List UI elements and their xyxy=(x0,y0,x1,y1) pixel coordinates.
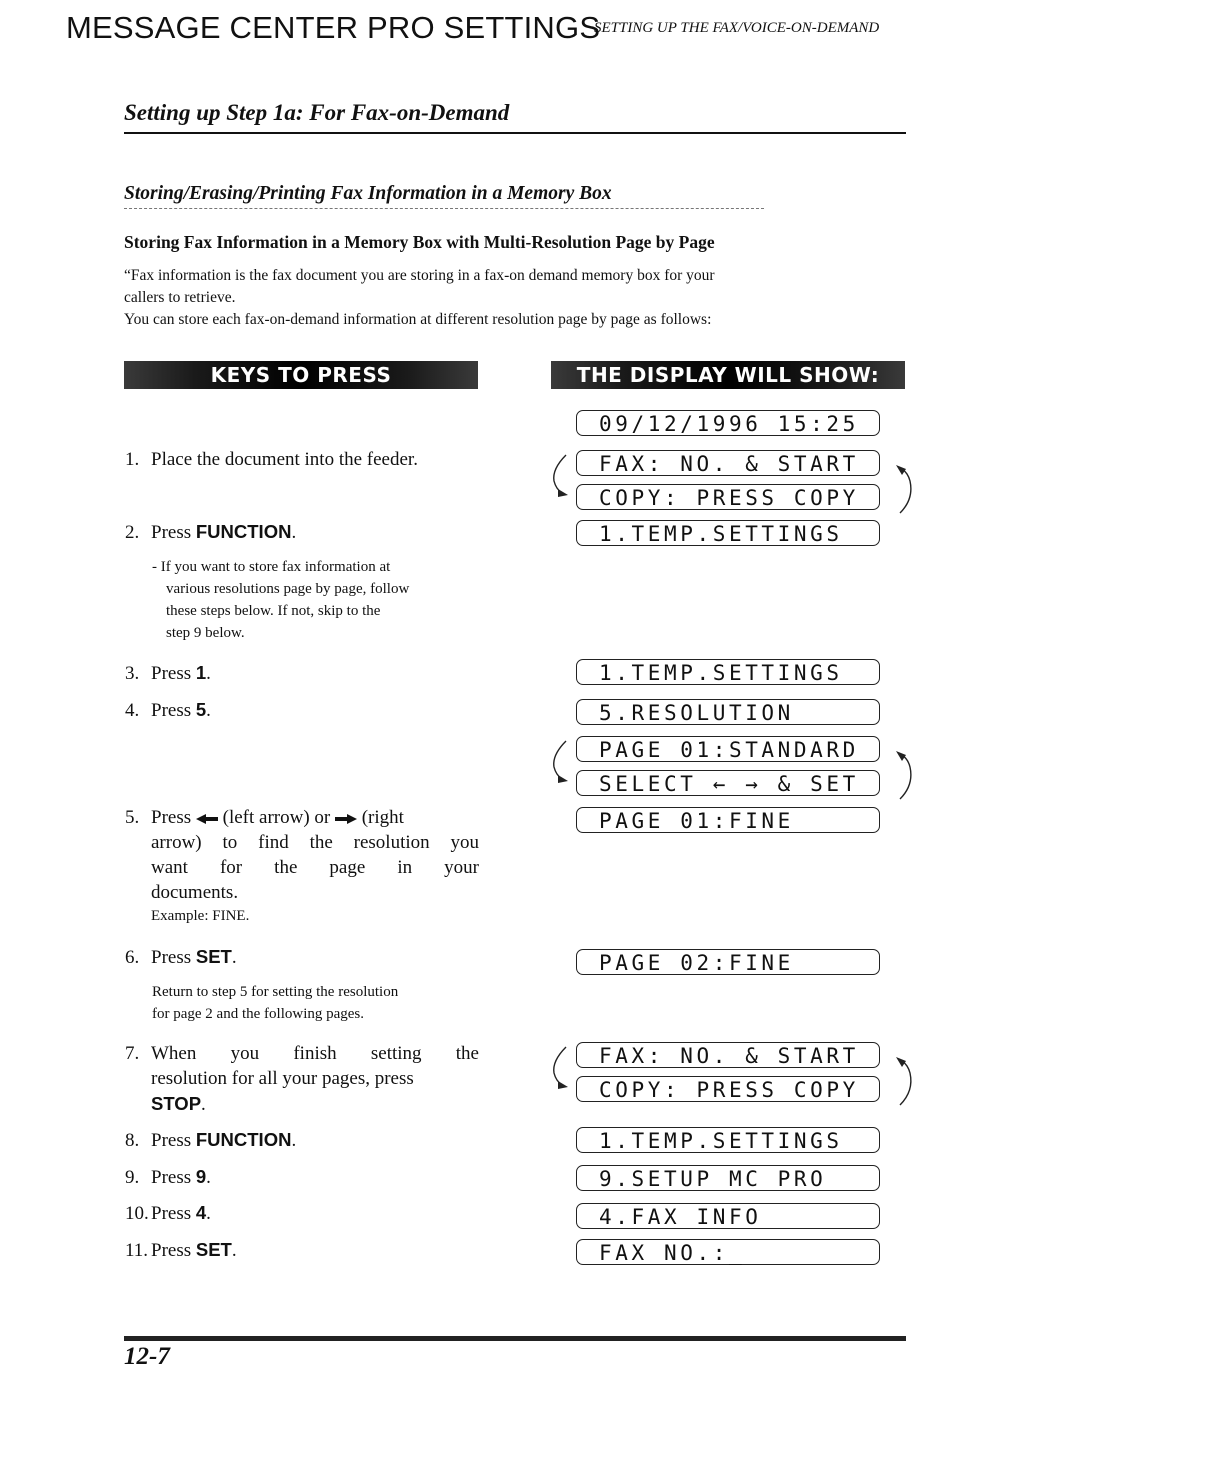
display-will-show-banner: THE DISPLAY WILL SHOW: xyxy=(551,361,905,389)
lcd-page-standard: PAGE 01:STANDARD xyxy=(576,736,880,762)
step-text: want for the page in your xyxy=(151,857,479,878)
lcd-temp-settings: 1.TEMP.SETTINGS xyxy=(576,520,880,546)
procedure-heading: Storing Fax Information in a Memory Box with Multi-Resolution Page by Page xyxy=(124,232,715,252)
lcd-fax-info: 4.FAX INFO xyxy=(576,1203,880,1229)
step-7 xyxy=(125,1041,485,1117)
step-10 xyxy=(125,1200,485,1226)
step-number: 4. xyxy=(125,700,140,721)
keys-to-press-banner: KEYS TO PRESS xyxy=(124,361,478,389)
key-1: 1 xyxy=(195,662,207,683)
step-text: When you finish setting the xyxy=(151,1043,479,1064)
lcd-fax-start: FAX: NO. & START xyxy=(576,450,880,476)
key-function: FUNCTION xyxy=(195,521,292,542)
step-text: Press xyxy=(151,1130,196,1151)
step-number: 5. xyxy=(125,807,140,828)
step-number: 1. xyxy=(125,449,140,470)
step-11 xyxy=(125,1237,485,1263)
intro-line-1: “Fax information is the fax document you are storing in a fax-on demand memory box for your xyxy=(124,267,715,284)
step-text: documents. xyxy=(151,882,239,903)
step-text: Press xyxy=(151,522,196,543)
step-number: 3. xyxy=(125,663,140,684)
step-punct: . xyxy=(206,1167,211,1188)
step-punct: . xyxy=(231,947,237,968)
step-punct: . xyxy=(206,1203,211,1224)
note-line: Return to step 5 for setting the resolution xyxy=(152,984,399,1000)
page-header-title: MESSAGE CENTER PRO SETTINGS xyxy=(66,10,601,45)
step-example: Example: FINE. xyxy=(151,908,250,924)
step-text: resolution for all your pages, press xyxy=(151,1068,414,1089)
step-2 xyxy=(125,519,485,545)
section-title-rule xyxy=(124,132,906,134)
lcd-copy-press: COPY: PRESS COPY xyxy=(576,1076,880,1102)
page-number: 12-7 xyxy=(124,1343,170,1370)
step-8 xyxy=(125,1127,485,1153)
section-title: Setting up Step 1a: For Fax-on-Demand xyxy=(124,100,510,125)
subsection-title: Storing/Erasing/Printing Fax Information in a Memory Box xyxy=(124,183,612,204)
lcd-temp-settings: 1.TEMP.SETTINGS xyxy=(576,1127,880,1153)
note-line: - If you want to store fax information at xyxy=(152,559,391,575)
step-1 xyxy=(125,447,485,472)
intro-line-3: You can store each fax-on-demand information at different resolution page by page as follows: xyxy=(124,311,712,328)
step-5 xyxy=(125,805,485,927)
step-6 xyxy=(125,944,485,970)
step-text: Press xyxy=(151,1240,196,1261)
step-text: Press xyxy=(151,1167,196,1188)
key-9: 9 xyxy=(195,1166,207,1187)
step-number: 6. xyxy=(125,947,140,968)
key-4: 4 xyxy=(195,1202,207,1223)
intro-line-2: callers to retrieve. xyxy=(124,289,236,306)
right-arrow-key-icon xyxy=(335,814,357,824)
footer-rule xyxy=(124,1336,906,1341)
step-text: Place the document into the feeder. xyxy=(151,449,418,470)
subsection-title-rule xyxy=(124,208,764,210)
step-text: arrow) to find the resolution you xyxy=(151,832,479,853)
step-text: Press xyxy=(151,1203,196,1224)
step-text: (left arrow) or xyxy=(222,807,335,828)
note-line: for page 2 and the following pages. xyxy=(152,1006,365,1022)
left-arrow-key-icon xyxy=(196,814,218,824)
lcd-copy-press: COPY: PRESS COPY xyxy=(576,484,880,510)
step-number: 11. xyxy=(125,1240,149,1261)
step-punct: . xyxy=(206,700,211,721)
lcd-select-set: SELECT ← → & SET xyxy=(576,770,880,796)
step-punct: . xyxy=(291,1130,297,1151)
lcd-temp-settings: 1.TEMP.SETTINGS xyxy=(576,659,880,685)
note-line: step 9 below. xyxy=(166,625,245,641)
step-text: (right xyxy=(361,807,404,828)
lcd-resolution: 5.RESOLUTION xyxy=(576,699,880,725)
step-text: Press xyxy=(151,807,196,828)
note-line: various resolutions page by page, follow xyxy=(166,581,410,597)
key-stop: STOP xyxy=(151,1093,202,1114)
step-9 xyxy=(125,1164,485,1190)
step-text: Press xyxy=(151,663,196,684)
step-punct: . xyxy=(291,522,297,543)
step-2-note xyxy=(152,556,482,644)
step-number: 7. xyxy=(125,1043,140,1064)
key-5: 5 xyxy=(195,699,207,720)
lcd-page-fine: PAGE 01:FINE xyxy=(576,807,880,833)
lcd-date-time: 09/12/1996 15:25 xyxy=(576,410,880,436)
step-number: 9. xyxy=(125,1167,140,1188)
lcd-page-02-fine: PAGE 02:FINE xyxy=(576,949,880,975)
step-6-note xyxy=(152,981,482,1025)
step-number: 8. xyxy=(125,1130,140,1151)
step-punct: . xyxy=(231,1240,237,1261)
key-function: FUNCTION xyxy=(195,1129,292,1150)
step-4 xyxy=(125,697,485,723)
step-punct: . xyxy=(201,1094,206,1115)
lcd-setup-mc-pro: 9.SETUP MC PRO xyxy=(576,1165,880,1191)
lcd-fax-start: FAX: NO. & START xyxy=(576,1042,880,1068)
step-punct: . xyxy=(206,663,211,684)
lcd-fax-no: FAX NO.:_ xyxy=(576,1239,880,1265)
step-text: Press xyxy=(151,947,196,968)
step-3 xyxy=(125,660,485,686)
step-number: 2. xyxy=(125,522,140,543)
step-number: 10. xyxy=(125,1203,149,1224)
note-line: these steps below. If not, skip to the xyxy=(166,603,381,619)
key-set: SET xyxy=(195,1239,232,1260)
key-set: SET xyxy=(195,946,232,967)
page-header-subtitle: SETTING UP THE FAX/VOICE-ON-DEMAND xyxy=(594,20,880,36)
step-text: Press xyxy=(151,700,196,721)
